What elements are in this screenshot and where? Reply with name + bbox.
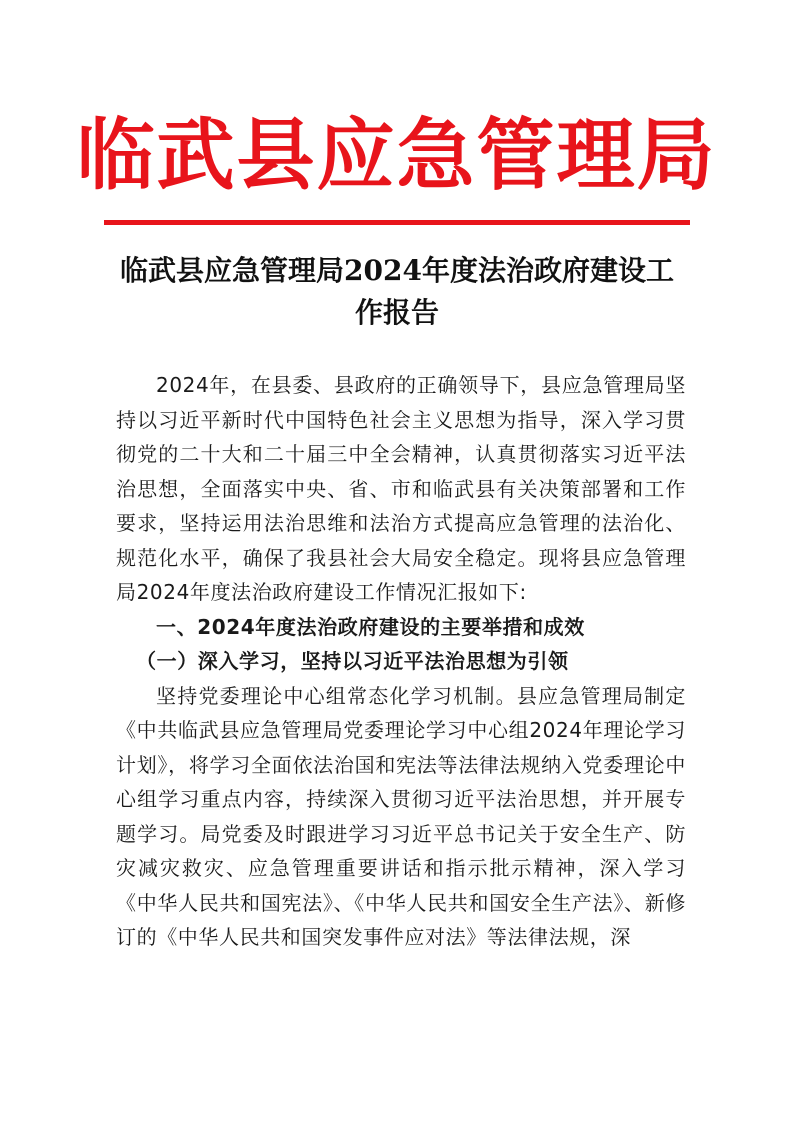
subsection-1-heading: （一）深入学习，坚持以习近平法治思想为引领	[136, 649, 569, 673]
section-1-heading: 一、2024年度法治政府建设的主要举措和成效	[156, 614, 585, 639]
document-body	[116, 368, 686, 955]
document-title-line-2: 作报告	[354, 296, 439, 329]
document-title-line-1: 临武县应急管理局2024年度法治政府建设工	[120, 254, 674, 287]
intro-paragraph: 2024年，在县委、县政府的正确领导下，县应急管理局坚持以习近平新时代中国特色社会主义思想为指导，深入学习贯彻党的二十大和二十届三中全会精神，认真贯彻落实习近平法治思想，全面落实中央、省、市和临武县有关决策部署和工作要求，坚持运用法治思维和法治方式提高应急管理的法治化、规范化水平，确保了我县社会大局安全稳定。现将县应急管理局2024年度法治政府建设工作情况汇报如下:	[116, 373, 686, 604]
letterhead-red-rule	[104, 220, 690, 225]
paragraph-1: 坚持党委理论中心组常态化学习机制。县应急管理局制定《中共临武县应急管理局党委理论学习中心组2024年理论学习计划》，将学习全面依法治国和宪法等法律法规纳入党委理论中心组学习重点内容，持续深入贯彻习近平法治思想，并开展专题学习。局党委及时跟进学习习近平总书记关于安全生产、防灾减灾救灾、应急管理重要讲话和指示批示精神，深入学习《中华人民共和国宪法》、《中华人民共和国安全生产法》、新修订的《中华人民共和国突发事件应对法》等法律法规，深	[116, 683, 686, 949]
letterhead-org-name: 临武县应急管理局	[76, 110, 717, 201]
document-title	[104, 250, 690, 334]
